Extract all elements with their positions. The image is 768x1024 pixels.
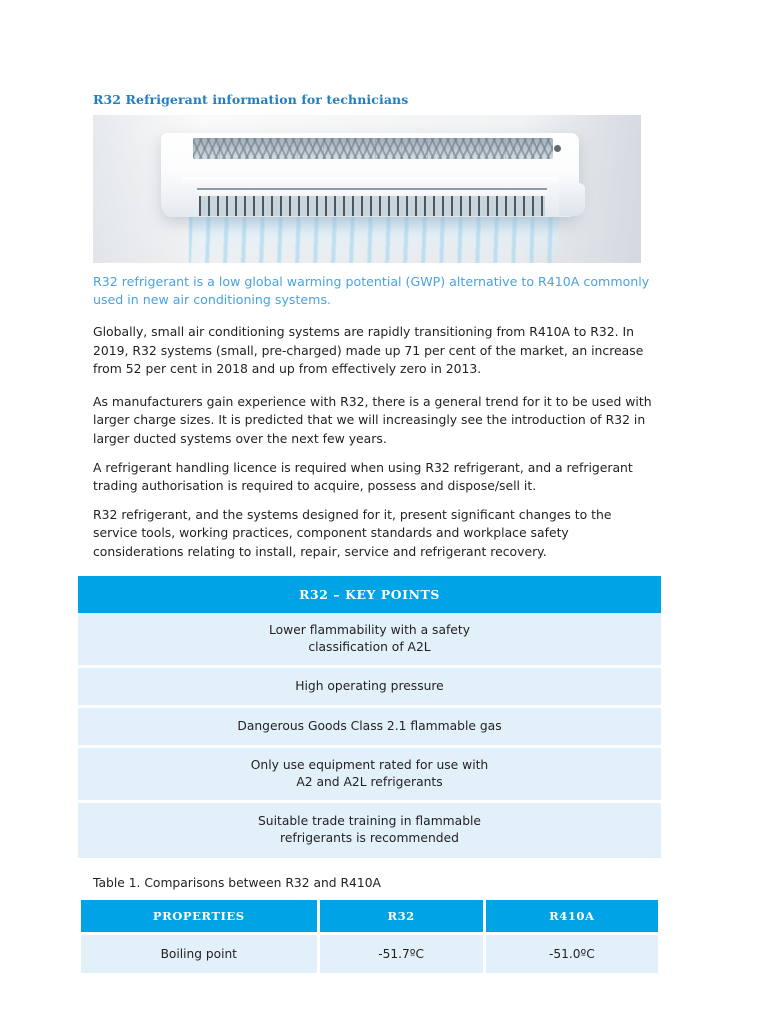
body-paragraph-1: Globally, small air conditioning systems are rapidly transitioning from R410A to R32. In 2019, R32 systems (small, pre-charged) made up 71 per cent of the market, an increase from 52 per cent in 2018 and up from effectively zero in 2013.: [93, 324, 644, 377]
key-points-table: [78, 576, 661, 858]
key-point-line: classification of A2L: [308, 639, 431, 654]
comparison-table-header-row: [81, 900, 658, 932]
key-point-line: Dangerous Goods Class 2.1 flammable gas: [237, 718, 502, 733]
cell-r410a-value: -51.0ºC: [486, 935, 658, 973]
sensor-dot-icon: [554, 145, 561, 152]
cell-property-name: Boiling point: [81, 935, 317, 973]
key-point-line: High operating pressure: [295, 678, 444, 693]
body-paragraph-2: As manufacturers gain experience with R32, there is a general trend for it to be used with larger charge sizes. It is predicted that we will increasingly see the introduction of R32 in larger ducted systems over the next few years.: [93, 393, 652, 446]
key-point-line: A2 and A2L refrigerants: [296, 774, 443, 789]
air-conditioner-unit: [161, 133, 579, 217]
page-title: R32 Refrigerant information for technicians: [93, 92, 409, 107]
unit-end-cap: [559, 183, 585, 216]
column-header-r32: R32: [320, 900, 483, 932]
key-point-line: Only use equipment rated for use with: [250, 757, 489, 772]
body-paragraph-3: A refrigerant handling licence is required when using R32 refrigerant, and a refrigerant trading authorisation is required to acquire, possess and dispose/sell it.: [93, 459, 633, 494]
document-content: [93, 93, 668, 976]
comparison-table-caption: Table 1. Comparisons between R32 and R410A: [93, 875, 381, 890]
key-points-row: [78, 748, 661, 803]
air-outlet-frame: [197, 188, 547, 217]
key-points-row: [78, 668, 661, 708]
lead-paragraph: R32 refrigerant is a low global warming potential (GWP) alternative to R410A commonly used in new air conditioning systems.: [93, 274, 650, 307]
cell-r32-value: -51.7ºC: [320, 935, 483, 973]
comparison-table: [78, 897, 661, 976]
column-header-properties: PROPERTIES: [81, 900, 317, 932]
key-point-line: Lower flammability with a safety: [269, 622, 470, 637]
key-point-line: Suitable trade training in flammable: [258, 814, 481, 829]
body-paragraph-4: R32 refrigerant, and the systems designed for it, present significant changes to the service tools, working practices, component standards and workplace safety considerations relating to install, repair, service and refrigerant recovery.: [93, 506, 612, 559]
louvre-vanes: [199, 196, 545, 216]
column-header-r410a: R410A: [486, 900, 658, 932]
hero-image-air-conditioner: [93, 115, 641, 263]
air-intake-grille: [193, 138, 553, 159]
key-points-row: [78, 708, 661, 748]
key-points-row: [78, 613, 661, 668]
unit-front-panel: [181, 177, 559, 187]
key-point-line: refrigerants is recommended: [280, 831, 459, 846]
table-row: [81, 935, 658, 973]
key-points-row: [78, 803, 661, 858]
key-points-header: R32 – KEY POINTS: [78, 576, 661, 613]
